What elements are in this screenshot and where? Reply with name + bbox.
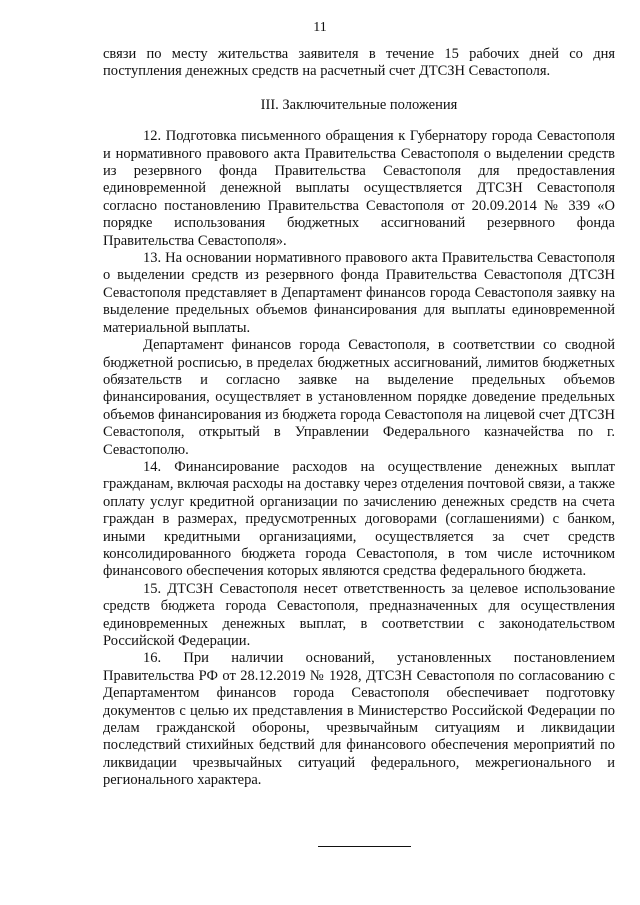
section-heading: III. Заключительные положения <box>260 96 458 113</box>
page-number: 11 <box>313 20 327 35</box>
paragraph-finance-department: Департамент финансов города Севастополя, в соответствии со сводной бюджетной росписью, в пределах бюджетных ассигнований, лимитов бюджетных обязательств и согласно заявке на выделение предельных объемов финансирования, осуществляет в установленном порядке доведение предельных объемов финансирования из бюджета города Севастополя на лицевой счет ДТСЗН Севастополя, открытый в Управлении Федерального казначейства по г. Севастополю. <box>103 337 615 458</box>
paragraph-16: 16. При наличии оснований, установленных постановлением Правительства РФ от 28.12.2019 № 1928, ДТСЗН Севастополя по согласованию с Департаментом финансов города Севастополя обеспечивает подготовку документов с целью их представления в Министерство Российской Федерации по делам гражданской обороны, чрезвычайным ситуациям и ликвидации последствий стихийных бедствий для финансового обеспечения мероприятий по ликвидации чрезвычайных ситуаций федерального, межрегионального и регионального характера. <box>103 650 615 789</box>
footer-separator-line <box>318 846 411 847</box>
paragraph-12: 12. Подготовка письменного обращения к Губернатору города Севастополя и нормативного правового акта Правительства Севастополя о выделении средств из резервного фонда Правительства Севастополя для предоставления единовременной денежной выплаты осуществляется ДТСЗН Севастополя согласно постановлению Правительства Севастополя от 20.09.2014 № 339 «О порядке использования бюджетных ассигнований резервного фонда Правительства Севастополя». <box>103 128 615 249</box>
paragraph-13: 13. На основании нормативного правового акта Правительства Севастополя о выделении средств из резервного фонда Правительства Севастополя ДТСЗН Севастополя представляет в Департамент финансов города Севастополя заявку на выделение предельных объемов финансирования для выплаты единовременной материальной выплаты. <box>103 250 615 336</box>
continuation-paragraph: связи по месту жительства заявителя в течение 15 рабочих дней со дня поступления денежных средств на расчетный счет ДТСЗН Севастополя. <box>103 46 615 80</box>
paragraph-15: 15. ДТСЗН Севастополя несет ответственность за целевое использование средств бюджета города Севастополя, предназначенных для осуществления единовременных денежных выплат, в соответствии с законодательством Российской Федерации. <box>103 580 615 649</box>
document-body <box>103 46 615 790</box>
paragraph-14: 14. Финансирование расходов на осуществление денежных выплат гражданам, включая расходы на доставку через отделения почтовой связи, а также оплату услуг кредитной организации по зачислению денежных средств на счета граждан в размерах, предусмотренных договорами (соглашениями) с банком, иными кредитными организациями, осуществляется за счет средств консолидированного бюджета города Севастополя, в том числе источником финансового обеспечения которых являются средства федерального бюджета. <box>103 458 615 580</box>
